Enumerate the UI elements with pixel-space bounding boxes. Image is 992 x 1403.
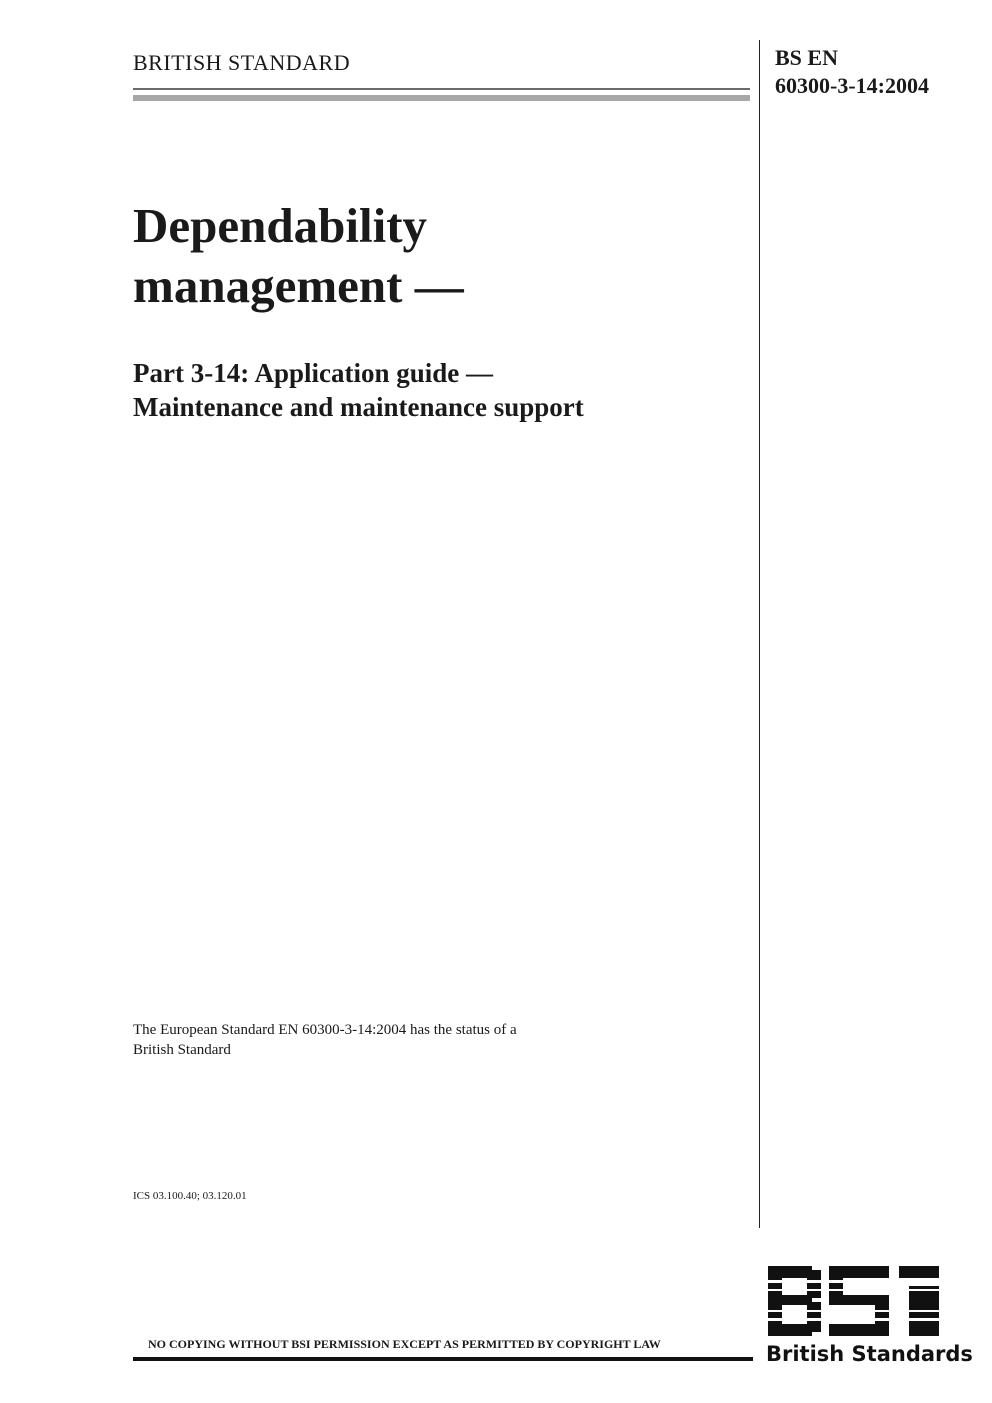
status-line1: The European Standard EN 60300-3-14:2004 has the status of a: [133, 1022, 517, 1038]
standard-number-line2: 60300-3-14:2004: [775, 73, 929, 98]
header-rule-thin: [133, 88, 750, 90]
subtitle-line1: Part 3-14: Application guide —: [133, 358, 494, 388]
header-label: BRITISH STANDARD: [133, 50, 351, 75]
subtitle-line2: Maintenance and maintenance support: [133, 392, 584, 422]
status-statement: [133, 1020, 733, 1060]
title-line1: Dependability: [133, 198, 428, 253]
standard-number: [775, 44, 929, 100]
title-line2: management —: [133, 258, 464, 313]
copyright-notice: NO COPYING WITHOUT BSI PERMISSION EXCEPT AS PERMITTED BY COPYRIGHT LAW: [148, 1337, 661, 1351]
vertical-divider: [759, 40, 760, 1228]
status-line2: British Standard: [133, 1042, 231, 1058]
document-title: [133, 196, 464, 316]
document-subtitle: [133, 356, 584, 424]
logo-caption: British Standards: [766, 1342, 973, 1366]
bottom-rule: [133, 1357, 753, 1361]
logo-mark-text: BSi: [765, 1262, 767, 1263]
ics-code: ICS 03.100.40; 03.120.01: [133, 1190, 247, 1202]
header-rule-thick: [133, 95, 750, 101]
standard-number-line1: BS EN: [775, 45, 838, 70]
